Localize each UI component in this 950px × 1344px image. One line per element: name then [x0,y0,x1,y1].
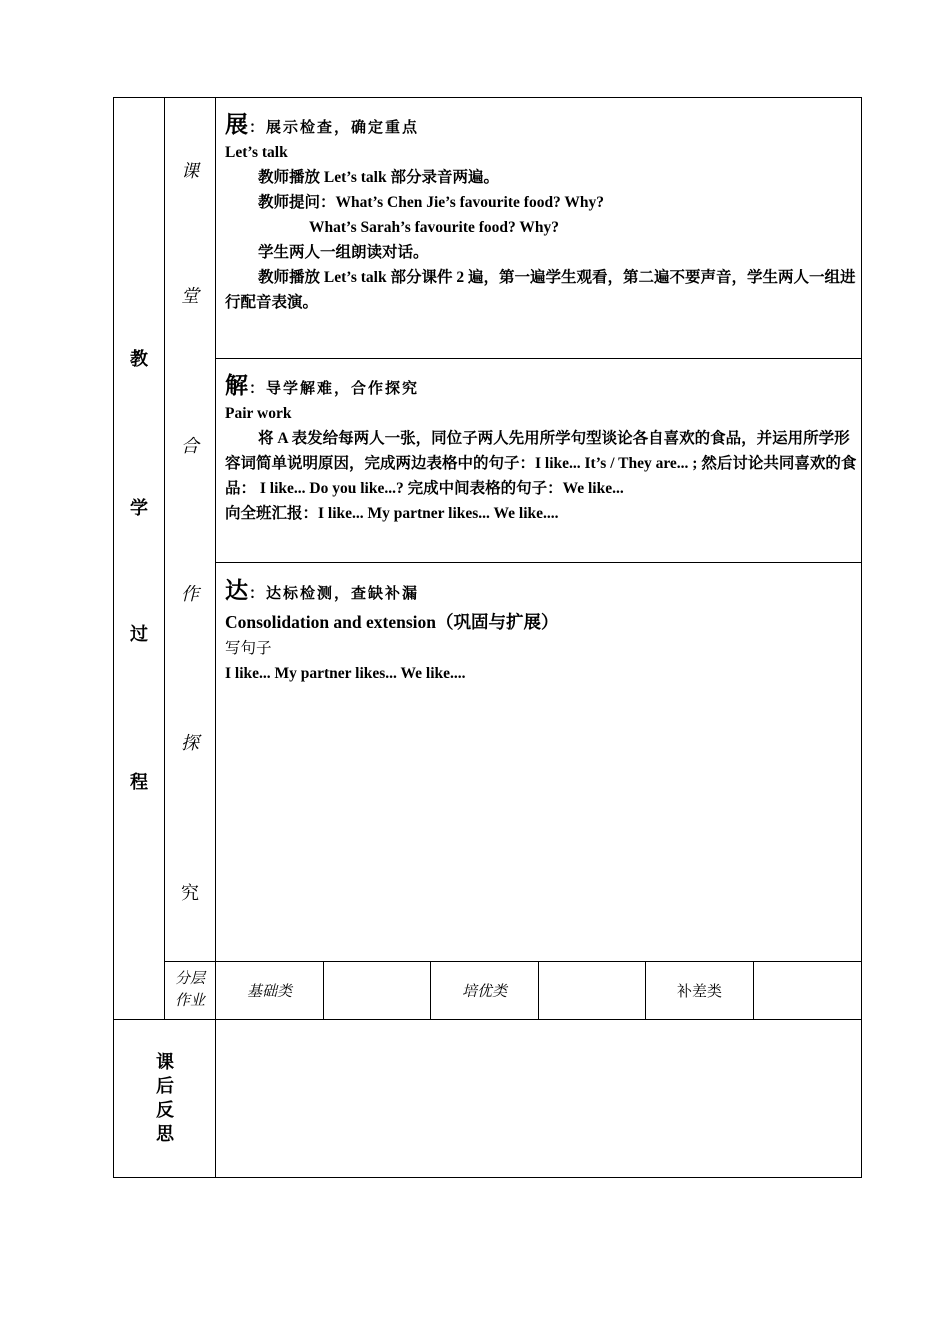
heading-text: 达标检测，查缺补漏 [266,586,420,602]
left-label-char: 学 [130,498,148,518]
homework-col-5 [753,961,754,1019]
homework-remedial: 补差类 [676,984,722,1000]
text-paragraph: 将 A 表发给每两人一张，同位子两人先用所学句型谈论各自喜欢的食品，并运用所学形容词简单说明原因，完成两边表格中的句子：I like... It’s / They are... ; 然后讨论共同喜欢的食品： I like... Do you like...? 完成中间表格的句子：We like... [225,430,857,497]
mid-label-divider [215,97,216,1178]
reflection-char: 课 [156,1052,174,1072]
table-top-border [113,97,862,98]
mid-label-char: 探 [181,733,199,753]
heading-char: 解 [225,373,249,398]
homework-label [165,968,215,1012]
section-divider-1 [215,358,862,359]
text-line: 向全班汇报：I like... My partner likes... We like.... [225,505,559,522]
table-bottom-border [113,1177,862,1178]
reflection-content-area[interactable] [216,1020,861,1177]
mid-label-char: 课 [181,161,199,181]
text-line: Let’s talk [225,144,288,161]
section-zhan [225,110,857,315]
text-line: 写句子 [225,640,272,657]
mid-label-char: 合 [181,436,199,456]
text-line: I like... My partner likes... We like.... [225,665,466,682]
text-line: 学生两人一组朗读对话。 [258,244,429,261]
heading-sep: ： [249,381,267,397]
homework-row-top [164,961,862,962]
heading-text: 导学解难，合作探究 [266,381,420,397]
text-line: Pair work [225,405,292,422]
homework-label-line: 分层 [174,971,205,987]
mid-label-char: 堂 [181,286,199,306]
homework-col-1 [323,961,324,1019]
section-heading [225,371,857,401]
section-heading [225,576,857,606]
left-label-char: 过 [130,624,148,644]
homework-basic: 基础类 [246,984,292,1000]
section-da [225,576,857,686]
heading-sep: ： [249,586,267,602]
text-line: 教师提问：What’s Chen Jie’s favourite food? Why? [258,194,605,211]
heading-text: 展示检查，确定重点 [266,120,420,136]
homework-advanced: 培优类 [461,984,507,1000]
section-title: Consolidation and extension（巩固与扩展） [225,612,559,632]
homework-label-line: 作业 [174,993,205,1009]
reflection-char: 思 [156,1124,174,1144]
heading-char: 展 [225,112,249,137]
text-paragraph: 教师播放 Let’s talk 部分课件 2 遍，第一遍学生观看，第二遍不要声音，学生两人一组进行配音表演。 [225,269,856,311]
section-heading [225,110,857,140]
table-right-border [861,97,862,1178]
reflection-label [140,1050,190,1146]
reflection-char: 反 [156,1100,174,1120]
reflection-char: 后 [156,1076,174,1096]
text-line: What’s Sarah’s favourite food? Why? [309,219,560,236]
section-divider-2 [215,562,862,563]
left-label-char: 教 [130,349,148,369]
heading-char: 达 [225,578,249,603]
section-jie [225,371,857,526]
mid-label-char: 究 [181,883,199,903]
left-label-char: 程 [130,772,148,792]
mid-label-char: 作 [181,584,199,604]
homework-col-3 [538,961,539,1019]
heading-sep: ： [249,120,267,136]
text-line: 教师播放 Let’s talk 部分录音两遍。 [258,169,499,186]
